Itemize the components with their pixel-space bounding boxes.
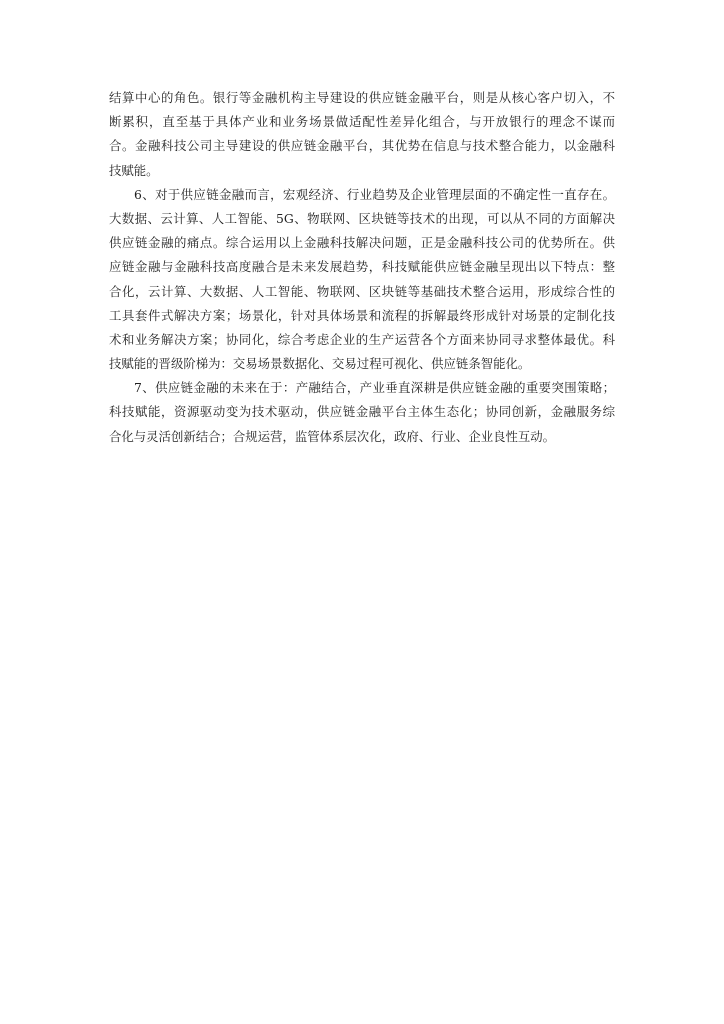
text-line: 6、对于供应链金融而言，宏观经济、行业趋势及企业管理层面的不确定性一直存在。 bbox=[134, 186, 615, 202]
text-line: 应链金融与金融科技高度融合是未来发展趋势，科技赋能供应链金融呈现出以下特点：整 bbox=[109, 259, 615, 275]
text-line: 供应链金融的痛点。综合运用以上金融科技解决问题，正是金融科技公司的优势所在。供 bbox=[109, 235, 615, 251]
body-text bbox=[109, 86, 615, 449]
paragraph-point-6 bbox=[109, 183, 615, 377]
text-line: 工具套件式解决方案；场景化，针对具体场景和流程的拆解最终形成针对场景的定制化技 bbox=[109, 307, 615, 323]
text-line: 科技赋能，资源驱动变为技术驱动，供应链金融平台主体生态化；协同创新，金融服务综 bbox=[109, 404, 615, 420]
text-line: 合。金融科技公司主导建设的供应链金融平台，其优势在信息与技术整合能力，以金融科 bbox=[109, 138, 615, 154]
text-line: 技赋能的晋级阶梯为：交易场景数据化、交易过程可视化、供应链条智能化。 bbox=[109, 356, 531, 372]
text-line: 技赋能。 bbox=[109, 162, 159, 178]
paragraph-point-7 bbox=[109, 376, 615, 449]
text-line: 大数据、云计算、人工智能、5G、物联网、区块链等技术的出现，可以从不同的方面解决 bbox=[109, 210, 615, 226]
text-line: 结算中心的角色。银行等金融机构主导建设的供应链金融平台，则是从核心客户切入，不 bbox=[109, 90, 615, 105]
text-line: 7、供应链金融的未来在于：产融结合，产业垂直深耕是供应链金融的重要突围策略； bbox=[134, 380, 615, 396]
paragraph-continuation bbox=[109, 86, 615, 183]
text-line: 合化，云计算、大数据、人工智能、物联网、区块链等基础技术整合运用，形成综合性的 bbox=[109, 283, 615, 299]
text-line: 术和业务解决方案；协同化，综合考虑企业的生产运营各个方面来协同寻求整体最优。科 bbox=[109, 331, 615, 347]
text-line: 断累积，直至基于具体产业和业务场景做适配性差异化组合，与开放银行的理念不谋而 bbox=[109, 114, 615, 130]
text-line: 合化与灵活创新结合；合规运营，监管体系层次化，政府、行业、企业良性互动。 bbox=[109, 428, 556, 444]
